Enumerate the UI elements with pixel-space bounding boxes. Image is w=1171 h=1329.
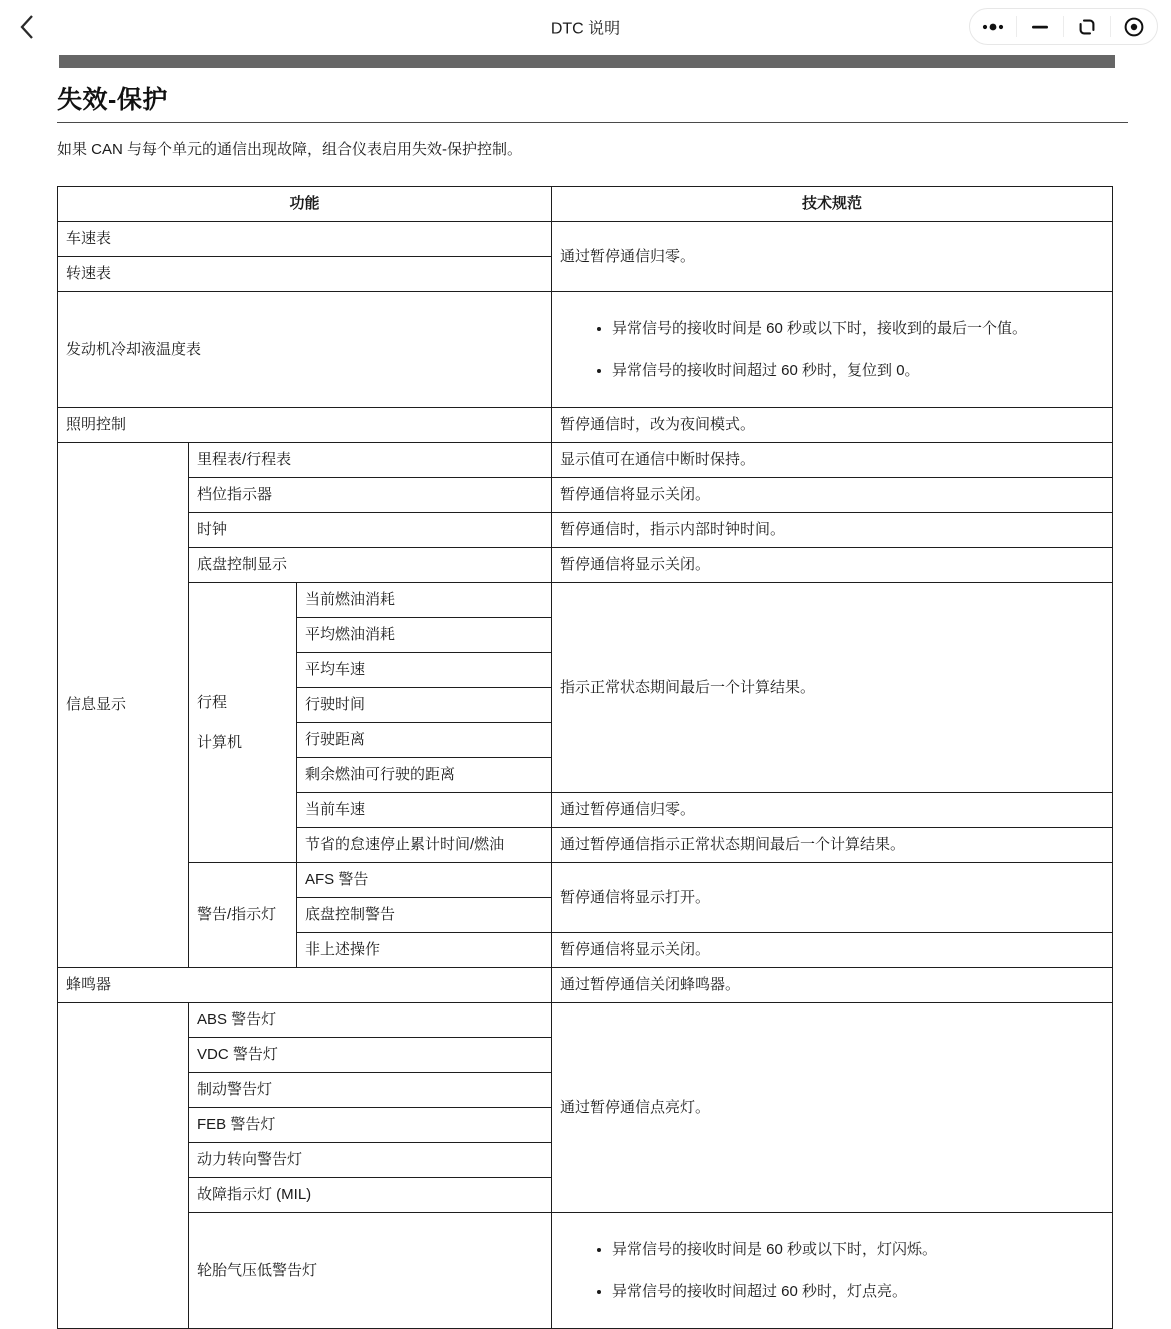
cell-info-display: 信息显示 — [58, 443, 189, 968]
cell-vdc-lamp: VDC 警告灯 — [189, 1038, 552, 1073]
cell-idle-stop: 节省的怠速停止累计时间/燃油 — [297, 828, 552, 863]
cell-drive-time: 行驶时间 — [297, 688, 552, 723]
cell-odo-trip: 里程表/行程表 — [189, 443, 552, 478]
cell-clock: 时钟 — [189, 513, 552, 548]
section-heading-wrap — [57, 87, 1128, 123]
cell-trip-computer-spec: 指示正常状态期间最后一个计算结果。 — [552, 583, 1113, 793]
more-icon — [980, 17, 1006, 37]
cell-coolant-spec — [552, 292, 1113, 408]
cell-warning-lamps: 警告/指示灯 — [189, 863, 297, 968]
cell-fuel-range: 剩余燃油可行驶的距离 — [297, 758, 552, 793]
more-button[interactable] — [970, 9, 1016, 44]
page-title: DTC 说明 — [550, 20, 621, 37]
table-row — [58, 222, 1113, 257]
window-controls — [969, 8, 1158, 45]
table-row — [58, 548, 1113, 583]
table-row — [58, 443, 1113, 478]
cell-mil-lamp: 故障指示灯 (MIL) — [189, 1178, 552, 1213]
cell-current-speed-spec: 通过暂停通信归零。 — [552, 793, 1113, 828]
restore-icon — [1077, 17, 1097, 37]
minimize-icon — [1030, 17, 1050, 37]
cell-speedometer: 车速表 — [58, 222, 552, 257]
tire-spec-item: • 异常信号的接收时间超过 60 秒时，灯点亮。 — [612, 1281, 1104, 1302]
table-row — [58, 1213, 1113, 1329]
section-divider-bar — [59, 55, 1115, 68]
cell-tire-lamp: 轮胎气压低警告灯 — [189, 1213, 552, 1329]
failsafe-table — [57, 186, 1113, 1329]
titlebar — [0, 0, 1171, 53]
cell-shift-indicator-spec: 暂停通信将显示关闭。 — [552, 478, 1113, 513]
table-row — [58, 583, 1113, 618]
cell-lamps-spec: 通过暂停通信点亮灯。 — [552, 1003, 1113, 1213]
cell-illumination-spec: 暂停通信时，改为夜间模式。 — [552, 408, 1113, 443]
table-row — [58, 292, 1113, 408]
cell-chassis-display-spec: 暂停通信将显示关闭。 — [552, 548, 1113, 583]
cell-drive-distance: 行驶距离 — [297, 723, 552, 758]
cell-brake-lamp: 制动警告灯 — [189, 1073, 552, 1108]
header-spec: 技术规范 — [552, 187, 1113, 222]
cell-other-operation: 非上述操作 — [297, 933, 552, 968]
tire-spec-item: • 异常信号的接收时间是 60 秒或以下时，灯闪烁。 — [612, 1239, 1104, 1260]
back-chevron-icon — [18, 14, 38, 40]
cell-current-fuel: 当前燃油消耗 — [297, 583, 552, 618]
cell-avg-fuel: 平均燃油消耗 — [297, 618, 552, 653]
cell-chassis-display: 底盘控制显示 — [189, 548, 552, 583]
table-row — [58, 1003, 1113, 1038]
table-row — [58, 513, 1113, 548]
cell-chassis-warning: 底盘控制警告 — [297, 898, 552, 933]
circle-dot-icon — [1123, 16, 1145, 38]
restore-button[interactable] — [1064, 9, 1110, 44]
table-row — [58, 408, 1113, 443]
coolant-spec-item: • 异常信号的接收时间超过 60 秒时，复位到 0。 — [612, 360, 1104, 381]
cell-speed-tach-spec: 通过暂停通信归零。 — [552, 222, 1113, 292]
cell-clock-spec: 暂停通信时，指示内部时钟时间。 — [552, 513, 1113, 548]
cell-current-speed: 当前车速 — [297, 793, 552, 828]
cell-coolant-gauge: 发动机冷却液温度表 — [58, 292, 552, 408]
cell-buzzer: 蜂鸣器 — [58, 968, 552, 1003]
trip-computer-line: 计算机 — [197, 733, 243, 751]
table-header-row — [58, 187, 1113, 222]
cell-lamp-group — [58, 1003, 189, 1329]
cell-trip-computer — [189, 583, 297, 863]
cell-avg-speed: 平均车速 — [297, 653, 552, 688]
table-row — [58, 478, 1113, 513]
document-content — [57, 87, 1128, 1329]
table-row — [58, 968, 1113, 1003]
cell-feb-lamp: FEB 警告灯 — [189, 1108, 552, 1143]
back-button[interactable] — [16, 13, 40, 41]
section-heading: 失效-保护 — [57, 86, 168, 114]
cell-shift-indicator: 档位指示器 — [189, 478, 552, 513]
cell-idle-stop-spec: 通过暂停通信指示正常状态期间最后一个计算结果。 — [552, 828, 1113, 863]
cell-warning-on-spec: 暂停通信将显示打开。 — [552, 863, 1113, 933]
minimize-button[interactable] — [1017, 9, 1063, 44]
trip-computer-line: 行程 — [197, 693, 228, 711]
intro-paragraph: 如果 CAN 与每个单元的通信出现故障，组合仪表启用失效-保护控制。 — [57, 141, 523, 158]
close-button[interactable] — [1111, 9, 1157, 44]
cell-afs-warning: AFS 警告 — [297, 863, 552, 898]
cell-steering-lamp: 动力转向警告灯 — [189, 1143, 552, 1178]
table-row — [58, 863, 1113, 898]
cell-illumination: 照明控制 — [58, 408, 552, 443]
cell-abs-lamp: ABS 警告灯 — [189, 1003, 552, 1038]
cell-tire-spec — [552, 1213, 1113, 1329]
cell-tachometer: 转速表 — [58, 257, 552, 292]
cell-odo-trip-spec: 显示值可在通信中断时保持。 — [552, 443, 1113, 478]
header-function: 功能 — [58, 187, 552, 222]
cell-other-operation-spec: 暂停通信将显示关闭。 — [552, 933, 1113, 968]
cell-buzzer-spec: 通过暂停通信关闭蜂鸣器。 — [552, 968, 1113, 1003]
coolant-spec-item: • 异常信号的接收时间是 60 秒或以下时，接收到的最后一个值。 — [612, 318, 1104, 339]
